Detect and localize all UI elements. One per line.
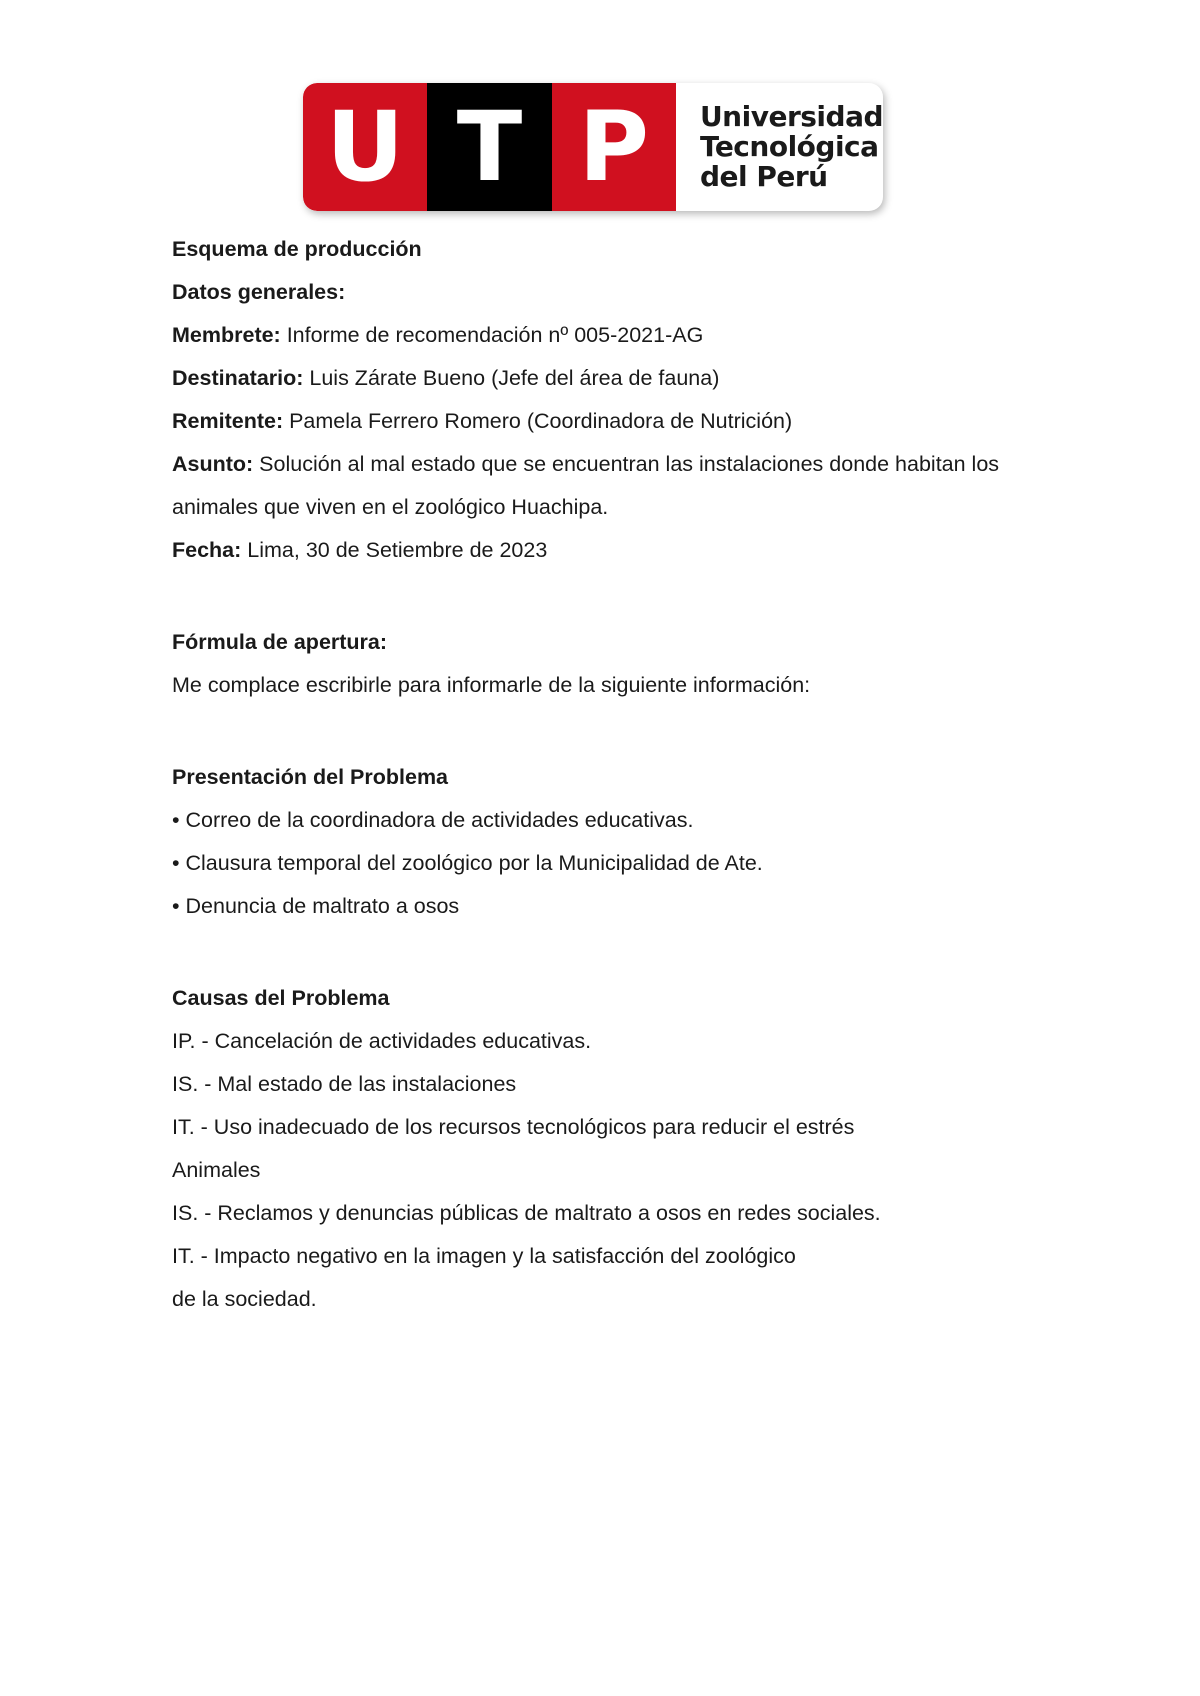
fecha-row [172,535,1002,565]
asunto-value: Solución al mal estado que se encuentran las instalaciones donde habitan los [253,452,1000,476]
general-data-heading: Datos generales: [172,280,346,304]
logo-letter-u: U [303,83,427,211]
causas-item: IS. - Reclamos y denuncias públicas de maltrato a osos en redes sociales. [172,1201,881,1225]
remitente-label: Remitente: [172,409,284,433]
logo-letter-p: P [552,83,676,211]
destinatario-row [172,363,1002,393]
causas-item: de la sociedad. [172,1287,317,1311]
presentacion-heading: Presentación del Problema [172,765,449,789]
causas-item: IP. - Cancelación de actividades educativas. [172,1029,592,1053]
fecha-label: Fecha: [172,538,242,562]
logo-name-line-2: Tecnológica [699,130,879,163]
causas-item: Animales [172,1158,261,1182]
apertura-text: Me complace escribirle para informarle de la siguiente información: [172,673,811,697]
membrete-value: Informe de recomendación nº 005-2021-AG [280,323,704,347]
presentacion-item: • Correo de la coordinadora de actividades educativas. [172,808,694,832]
logo-university-name [676,83,883,211]
causas-item: IS. - Mal estado de las instalaciones [172,1072,517,1096]
asunto-row [172,449,1002,479]
remitente-value: Pamela Ferrero Romero (Coordinadora de Nutrición) [283,409,793,433]
apertura-heading: Fórmula de apertura: [172,630,388,654]
causas-item: IT. - Impacto negativo en la imagen y la satisfacción del zoológico [172,1244,796,1268]
destinatario-label: Destinatario: [172,366,304,390]
presentacion-item: • Denuncia de maltrato a osos [172,894,460,918]
membrete-label: Membrete: [172,323,281,347]
causas-heading: Causas del Problema [172,986,390,1010]
destinatario-value: Luis Zárate Bueno (Jefe del área de fauna) [303,366,720,390]
document-title: Esquema de producción [172,237,422,261]
utp-logo [303,83,883,211]
presentacion-item: • Clausura temporal del zoológico por la Municipalidad de Ate. [172,851,763,875]
membrete-row [172,320,1002,350]
logo-name-line-1: Universidad [699,100,883,133]
causas-item: IT. - Uso inadecuado de los recursos tecnológicos para reducir el estrés [172,1115,855,1139]
remitente-row [172,406,1002,436]
document-body [172,234,1002,1314]
asunto-label: Asunto: [172,452,254,476]
fecha-value: Lima, 30 de Setiembre de 2023 [241,538,548,562]
asunto-continuation: animales que viven en el zoológico Huachipa. [172,495,609,519]
logo-letter-t: T [427,83,551,211]
logo-name-line-3: del Perú [699,160,828,193]
